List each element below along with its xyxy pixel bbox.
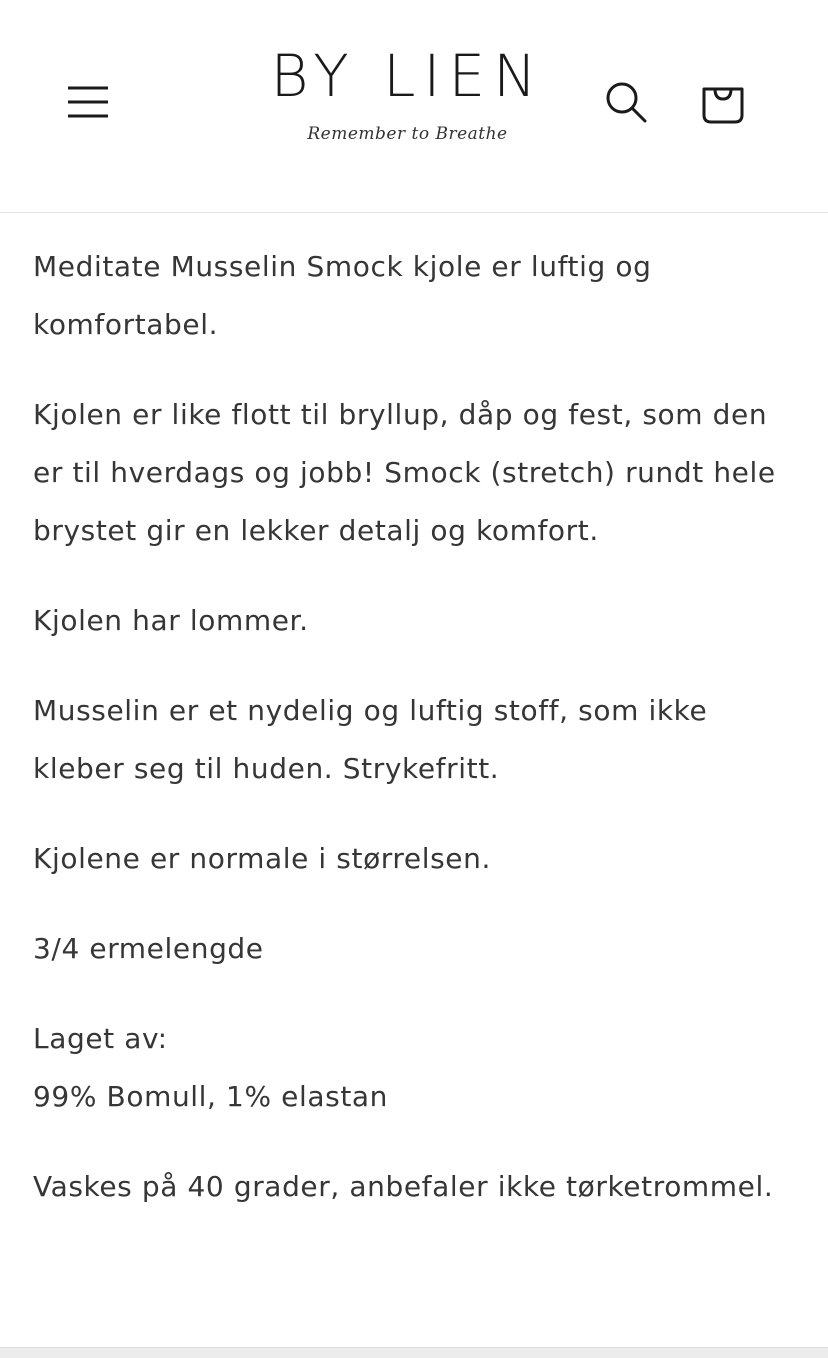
logo-text: BY LIEN (270, 42, 545, 110)
search-icon (603, 79, 649, 125)
search-button[interactable] (596, 72, 656, 132)
description-paragraph: 3/4 ermelengde (33, 932, 264, 965)
browser-bottom-bar (0, 1347, 828, 1358)
description-paragraph: Musselin er et nydelig og luftig stoff, som ikke kleber seg til huden. Strykefritt. (33, 694, 708, 785)
site-logo[interactable] (255, 40, 560, 170)
description-paragraph: Kjolen er like flott til bryllup, dåp og fest, som den er til hverdags og jobb! Smock (stretch) rundt hele brystet gir en lekker detalj og komfort. (33, 398, 776, 547)
material-info (33, 1010, 803, 1126)
logo-tagline: Remember to Breathe (307, 124, 508, 144)
material-value: 99% Bomull, 1% elastan (33, 1080, 389, 1113)
site-header (0, 0, 828, 213)
description-paragraph: Kjolene er normale i størrelsen. (33, 842, 491, 875)
cart-icon (699, 77, 747, 125)
material-label: Laget av: (33, 1022, 168, 1055)
product-description (33, 238, 803, 1248)
cart-button[interactable] (692, 70, 754, 132)
care-instructions: Vaskes på 40 grader, anbefaler ikke tørketrommel. (33, 1170, 774, 1203)
menu-button[interactable] (58, 72, 118, 132)
description-paragraph: Meditate Musselin Smock kjole er luftig og komfortabel. (33, 250, 652, 341)
description-paragraph: Kjolen har lommer. (33, 604, 309, 637)
hamburger-icon (66, 82, 110, 122)
